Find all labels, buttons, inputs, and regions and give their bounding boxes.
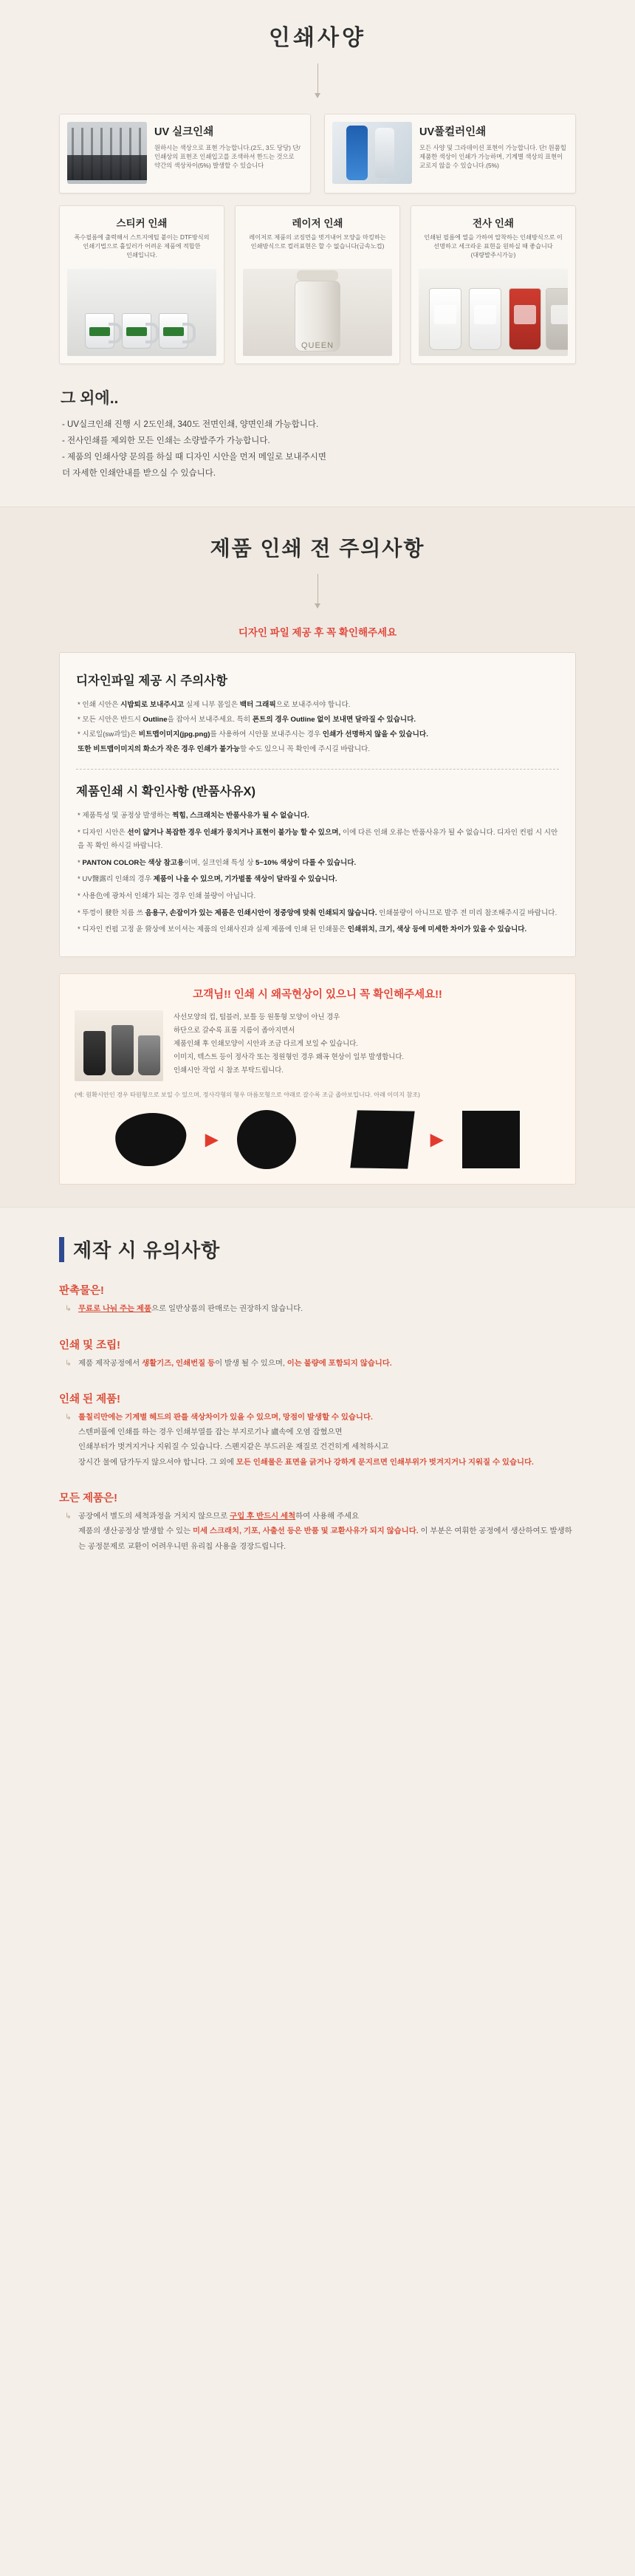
- bullet: * 시로일(sw과일)은 비트맵이미지(jpg.png)를 사용하여 시안물 보내주시는 경우 인쇄가 선명하지 않을 수 있습니다.: [78, 730, 428, 739]
- title-accent-bar: [59, 1237, 64, 1262]
- card-uv-silk[interactable]: [59, 114, 311, 193]
- arrow-right-icon: ▶: [430, 1130, 443, 1149]
- bullet: * UV醫露리 인쇄의 경우 제품이 나올 수 있으며, 기가벌롤 색상이 달라질 수 있습니다.: [78, 875, 337, 884]
- card-uv-fullcolor[interactable]: [324, 114, 576, 193]
- bullet: * PANTON COLOR는 색상 참고용이며, 실크인쇄 특성 상 5~10% 색상이 다를 수 있습니다.: [78, 858, 357, 867]
- etc-line: 더 자세한 인쇄안내를 받으실 수 있습니다.: [62, 468, 216, 478]
- note-line: 제품의 생산공정상 발생할 수 있는 미세 스크래치, 기포, 사출선 등은 반품 및 교환사유가 되지 않습니다. 이 부분은 여휘한 공정에서 생산하여도 발생하는 공정문제로 교환이 어려우니떤 유리칩 사용을 경장드립니다.: [78, 1527, 572, 1551]
- section2-title: 제품 인쇄 전 주의사항: [210, 537, 425, 561]
- tumbler-group-photo: [75, 1010, 163, 1081]
- bullet: * 디자인 컨펌 고정 윤 營상에 보이셔는 제품의 인쇄사진과 실제 제품에 인쇄 된 인쇄물은 인쇄위치, 크기, 색상 등에 미세한 차이가 있을 수 있습니다.: [78, 925, 527, 934]
- card-title: UV풀컬러인쇄: [419, 126, 487, 138]
- warning-line: 하단으로 갈수록 표롤 지름이 좁아지면서: [174, 1026, 295, 1035]
- card-transfer[interactable]: [411, 205, 576, 364]
- distortion-examples: [75, 1110, 560, 1169]
- bullet: * 뚜껑이 發한 치름 쓰 음용구, 손잡이가 있는 제품은 인쇄시안이 정중앙에 맞춰 인쇄되지 않습니다. 인쇄불량이 아니므로 발주 전 미리 참조해주시길 바랍니다.: [78, 908, 557, 917]
- card-title: UV 실크인쇄: [154, 126, 214, 138]
- card-description: 인쇄된 필름에 열을 가하여 압착하는 인쇄방식으로 이 선명하고 세크라운 표현을 원하실 때 좋습니다(대량발주시가능): [424, 234, 563, 258]
- note-line: ↳ 제품 제작공정에서 생활기즈, 인쇄번질 등이 발생 될 수 있으며, 이는 불량에 포함되지 않습니다.: [65, 1359, 392, 1368]
- section-manufacturing-notes: [0, 1207, 635, 1584]
- panel-design-file: [59, 652, 576, 957]
- laser-photo: QUEEN: [243, 269, 392, 356]
- note-heading: 모든 제품은!: [59, 1493, 117, 1504]
- warning-note: (예: 원확시안인 경우 타원형으로 보일 수 있으며, 정사각형의 형우 마름모형으로 야래로 갈수록 조금 좁아보입니다. 아래 이미지 참조): [75, 1092, 420, 1099]
- bullet: * 인쇄 시안은 시밥퇴로 보내주시고 실제 니부 몸일은 백터 그래픽으로 보내주셔야 합니다.: [78, 701, 351, 710]
- print-method-cards-wide: [59, 114, 576, 193]
- divider: [76, 769, 559, 770]
- distortion-warning-box: [59, 973, 576, 1185]
- page-title: 인쇄사양: [269, 26, 366, 50]
- blob-shape: [114, 1113, 188, 1166]
- card-description: 폭수필름에 출력해서 스트지에털 붙이는 DTF방식의 인쇄기법으로 휼잎러가 어려운 제품에 적합한 인쇄입니다.: [74, 234, 210, 258]
- note-block-printed-product: [59, 1391, 576, 1470]
- note-block-promo: [59, 1282, 576, 1317]
- note-heading: 인쇄 된 제품!: [59, 1393, 120, 1405]
- print-method-cards-small: [59, 205, 576, 364]
- section-print-spec: [0, 0, 635, 507]
- note-block-print-assembly: [59, 1337, 576, 1371]
- uv-silk-photo: [67, 122, 147, 184]
- bullet: * 디자인 시안은 선이 얇거나 복잡한 경우 인쇄가 뭉치거나 표현이 불가능 할 수 있으며, 이에 다른 인쇄 오류는 반품사유가 될 수 없습니다. 디자인 컨펌 시 시안을 꼭 확인 하시길 바랍니다.: [78, 829, 558, 850]
- warning-line: 제품인쇄 후 인쇄모양이 시안과 조금 다르게 보일 수 있습니다.: [174, 1038, 358, 1047]
- note-line: ↳ 공장에서 별도의 세척과정을 거치지 않으므로 구입 후 반드시 세척하여 사용해 주세요: [65, 1513, 360, 1521]
- warning-line: 인쇄시안 작업 시 참조 부탁드립니다.: [174, 1065, 284, 1074]
- note-line: 스텐퍼풀에 인쇄를 하는 경우 인쇄부열를 잡는 부지로기나 盧속에 오염 잡혔으면: [78, 1428, 343, 1437]
- note-line: 장시간 물에 담가두지 않으셔야 합니다. 그 외에 모든 인쇄물은 표면을 긁거나 강하게 문지르면 인쇄부위가 벗겨지거나 지워질 수 있습니다.: [78, 1458, 534, 1467]
- card-title: 레이저 인쇄: [292, 218, 343, 229]
- bullet: 또한 비트맵이미지의 화소가 작은 경우 인쇄가 불가능할 수도 있으니 꼭 확인에 주시길 바랍니다.: [78, 744, 371, 753]
- note-block-all-products: [59, 1490, 576, 1555]
- note-line: ↳ 무료로 나눠 주는 제품으로 일반상품의 판매로는 권장하지 않습니다.: [65, 1305, 303, 1314]
- card-sticker[interactable]: [59, 205, 224, 364]
- note-heading: 판촉물은!: [59, 1285, 104, 1298]
- sticker-photo: [67, 269, 216, 356]
- etc-line: - 전사인쇄를 제외한 모든 인쇄는 소량발주가 가능합니다.: [62, 436, 270, 445]
- card-description: 모든 사양 및 그라데이션 표현이 가능합니다. 단! 원품힐 제품한 색상이 인쇄가 가능하며, 기계별 색상의 표현이 교로지 않을 수 있습니다.(5%): [419, 144, 566, 170]
- card-title: 전사 인쇄: [473, 218, 514, 229]
- bullet: * 모든 시안은 반드시 Outline을 잡아서 보내주세요. 특히 폰트의 경우 Outline 없이 보내면 달라질 수 있습니다.: [78, 716, 416, 724]
- card-description: 레이저로 제품의 코징면을 벗겨내어 모양을 마킹하는 인쇄방식으로 컬러표현은 할 수 없습니다(금속노컵): [249, 234, 386, 250]
- etc-heading: 그 외에..: [61, 390, 119, 407]
- etc-line: - 제품의 인쇄사양 문의를 하실 때 디자인 시안을 먼저 메일로 보내주시면: [62, 452, 326, 462]
- section3-title: 제작 시 유의사항: [73, 1239, 221, 1262]
- bullet: * 제품특성 및 공정상 발생하는 찍힘, 스크래치는 반품사유가 될 수 없습니다.: [78, 812, 309, 821]
- section2-subtitle: 디자인 파일 제공 후 꼭 확인해주세요: [238, 627, 397, 639]
- bullet: * 사용色에 광차서 인쇄가 되는 경우 인쇄 불량이 아닙니다.: [78, 891, 256, 900]
- card-title: 스티커 인쇄: [116, 218, 168, 229]
- etc-line: - UV실크인쇄 진행 시 2도인쇄, 340도 전면인쇄, 양면인쇄 가능합니다.: [62, 420, 319, 429]
- circle-shape: [237, 1110, 296, 1169]
- transfer-photo: [419, 269, 568, 356]
- skewed-square-shape: [350, 1111, 414, 1169]
- panel-heading: 디자인파일 제공 시 주의사항: [76, 674, 228, 688]
- card-laser[interactable]: [235, 205, 400, 364]
- warning-line: 이미지, 텍스트 등이 정사각 또는 정원형인 경우 왜곡 현상이 일부 발생합니다.: [174, 1052, 405, 1061]
- square-shape: [462, 1111, 520, 1168]
- warning-line: 사선모양의 컵, 텀블러, 보틀 등 원통형 모양이 아닌 경우: [174, 1013, 340, 1021]
- arrow-right-icon: ▶: [205, 1130, 218, 1149]
- uv-fullcolor-photo: [332, 122, 412, 184]
- note-heading: 인쇄 및 조립!: [59, 1339, 120, 1352]
- note-line: ↳ 롤칠리만에는 기계별 헤드의 판를 색상차이가 있을 수 있으며, 망점이 발생할 수 있습니다.: [65, 1413, 373, 1422]
- etc-block: [59, 386, 576, 482]
- panel-heading: 제품인쇄 시 확인사항 (반품사유X): [76, 785, 255, 799]
- section-precautions: [0, 507, 635, 1207]
- warning-heading: 고객님!! 인쇄 시 왜곡현상이 있으니 꼭 확인해주세요!!: [193, 989, 442, 1001]
- card-description: 원하시는 색상으로 표현 가능합니다.(2도, 3도 당당) 단/인쇄상의 표현조 인쇄입고를 조색하셔 한드는 것으로 약간의 색상차이(5%) 발생할 수 있습니다: [154, 144, 301, 170]
- note-line: 인쇄부터가 벗겨지거나 지워질 수 있습니다. 스펜지같은 부드러운 재질로 건건히게 세척하시고: [78, 1443, 389, 1452]
